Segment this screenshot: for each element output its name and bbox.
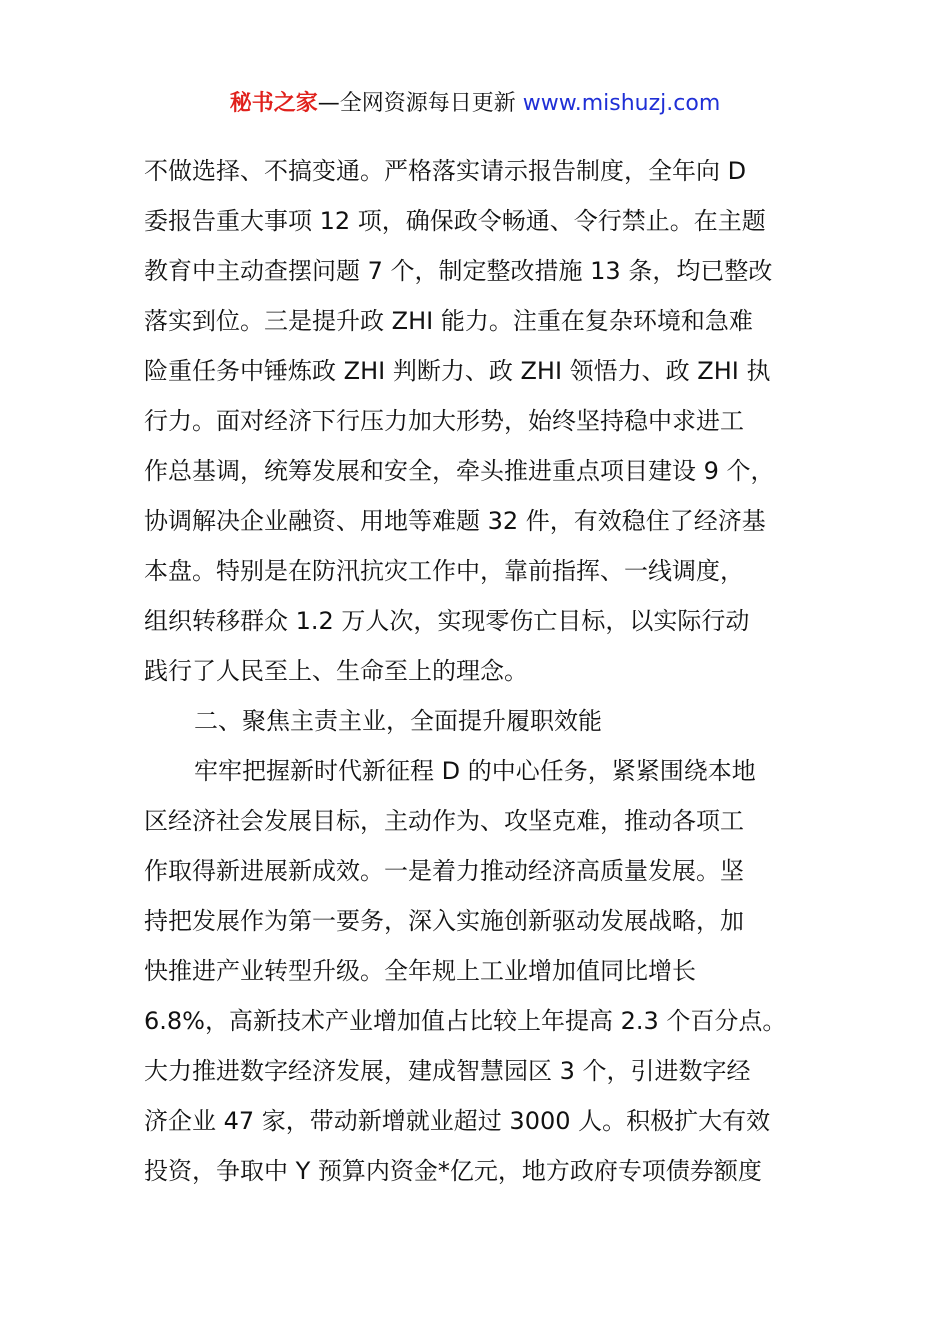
text-line: 教育中主动查摆问题 7 个，制定整改措施 13 条，均已整改: [144, 257, 773, 285]
brand-name: 秘书之家: [229, 91, 318, 116]
body-text: [144, 146, 814, 1196]
text-line: 本盘。特别是在防汛抗灾工作中，靠前指挥、一线调度，: [144, 557, 744, 585]
text-line: 区经济社会发展目标，主动作为、攻坚克难，推动各项工: [144, 807, 744, 835]
text-line: 组织转移群众 1.2 万人次，实现零伤亡目标，以实际行动: [144, 607, 750, 635]
text-line: 不做选择、不搞变通。严格落实请示报告制度，全年向 D: [144, 157, 747, 185]
text-line: 快推进产业转型升级。全年规上工业增加值同比增长: [144, 957, 696, 985]
text-line: 济企业 47 家，带动新增就业超过 3000 人。积极扩大有效: [144, 1107, 771, 1135]
text-line: 持把发展作为第一要务，深入实施创新驱动发展战略，加: [144, 907, 744, 935]
page-header: [0, 88, 950, 120]
site-url-link[interactable]: www.mishuzj.com: [522, 91, 721, 116]
text-line: 险重任务中锤炼政 ZHI 判断力、政 ZHI 领悟力、政 ZHI 执: [144, 357, 771, 385]
header-tagline: —全网资源每日更新: [317, 91, 523, 116]
text-line: 大力推进数字经济发展，建成智慧园区 3 个，引进数字经: [144, 1057, 751, 1085]
text-line: 落实到位。三是提升政 ZHI 能力。注重在复杂环境和急难: [144, 307, 753, 335]
text-line: 践行了人民至上、生命至上的理念。: [144, 657, 528, 685]
text-line: 投资，争取中 Y 预算内资金*亿元，地方政府专项债券额度: [144, 1157, 762, 1185]
text-line: 协调解决企业融资、用地等难题 32 件，有效稳住了经济基: [144, 507, 766, 535]
text-line: 作总基调，统筹发展和安全，牵头推进重点项目建设 9 个，: [144, 457, 775, 485]
section-heading: 二、聚焦主责主业，全面提升履职效能: [194, 707, 602, 735]
text-line: 作取得新进展新成效。一是着力推动经济高质量发展。坚: [144, 857, 744, 885]
text-line: 6.8%，高新技术产业增加值占比较上年提高 2.3 个百分点。: [144, 1007, 787, 1035]
text-line: 行力。面对经济下行压力加大形势，始终坚持稳中求进工: [144, 407, 744, 435]
text-line: 委报告重大事项 12 项，确保政令畅通、令行禁止。在主题: [144, 207, 766, 235]
text-line: 牢牢把握新时代新征程 D 的中心任务，紧紧围绕本地: [194, 757, 756, 785]
